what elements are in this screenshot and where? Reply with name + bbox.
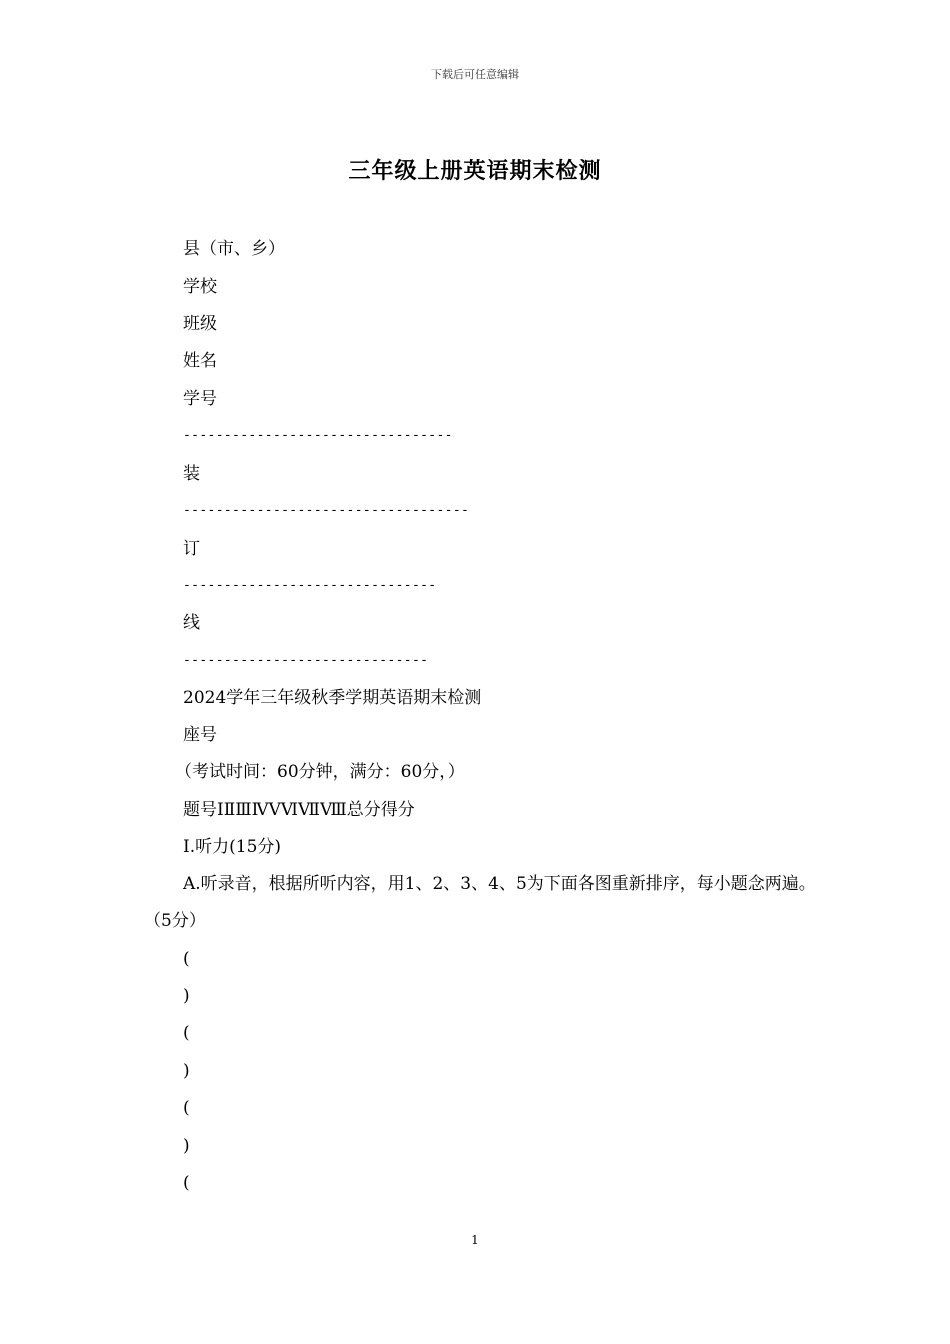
answer-bracket-close: ) (183, 1061, 190, 1081)
seat-no-label: 座号 (183, 725, 217, 745)
binding-mark-zhuang: 装 (183, 464, 200, 484)
school-label: 学校 (183, 277, 217, 297)
binding-dash-line-2: ----------------------------------- (183, 503, 470, 518)
binding-mark-xian: 线 (183, 613, 200, 633)
exam-info: （考试时间：60分钟，满分：60分，） (175, 762, 465, 782)
answer-bracket-close: ) (183, 986, 190, 1006)
section-1-heading: Ⅰ.听力(15分) (183, 837, 282, 857)
document-title: 三年级上册英语期末检测 (348, 159, 602, 184)
exam-title: 2024学年三年级秋季学期英语期末检测 (183, 688, 482, 708)
county-label: 县（市、乡） (183, 239, 285, 259)
answer-bracket-open: ( (183, 1023, 190, 1043)
binding-dash-line-4: ------------------------------ (183, 653, 429, 668)
section-1a-instructions: A.听录音，根据所听内容，用1、2、3、4、5为下面各图重新排序，每小题念两遍。（5分） (144, 874, 816, 931)
header-note: 下载后可任意编辑 (431, 68, 519, 81)
page-number: 1 (471, 1233, 479, 1247)
score-table-row: 题号ⅠⅡⅢⅣⅤⅥⅦⅧ总分得分 (183, 800, 415, 820)
answer-bracket-open: ( (183, 949, 190, 969)
answer-bracket-close: ) (183, 1136, 190, 1156)
student-no-label: 学号 (183, 389, 217, 409)
name-label: 姓名 (183, 351, 217, 371)
binding-dash-line-1: --------------------------------- (183, 428, 453, 443)
answer-bracket-open: ( (183, 1098, 190, 1118)
class-label: 班级 (183, 314, 217, 334)
answer-bracket-open: ( (183, 1173, 190, 1193)
binding-mark-ding: 订 (183, 539, 200, 559)
binding-dash-line-3: ------------------------------- (183, 578, 437, 593)
